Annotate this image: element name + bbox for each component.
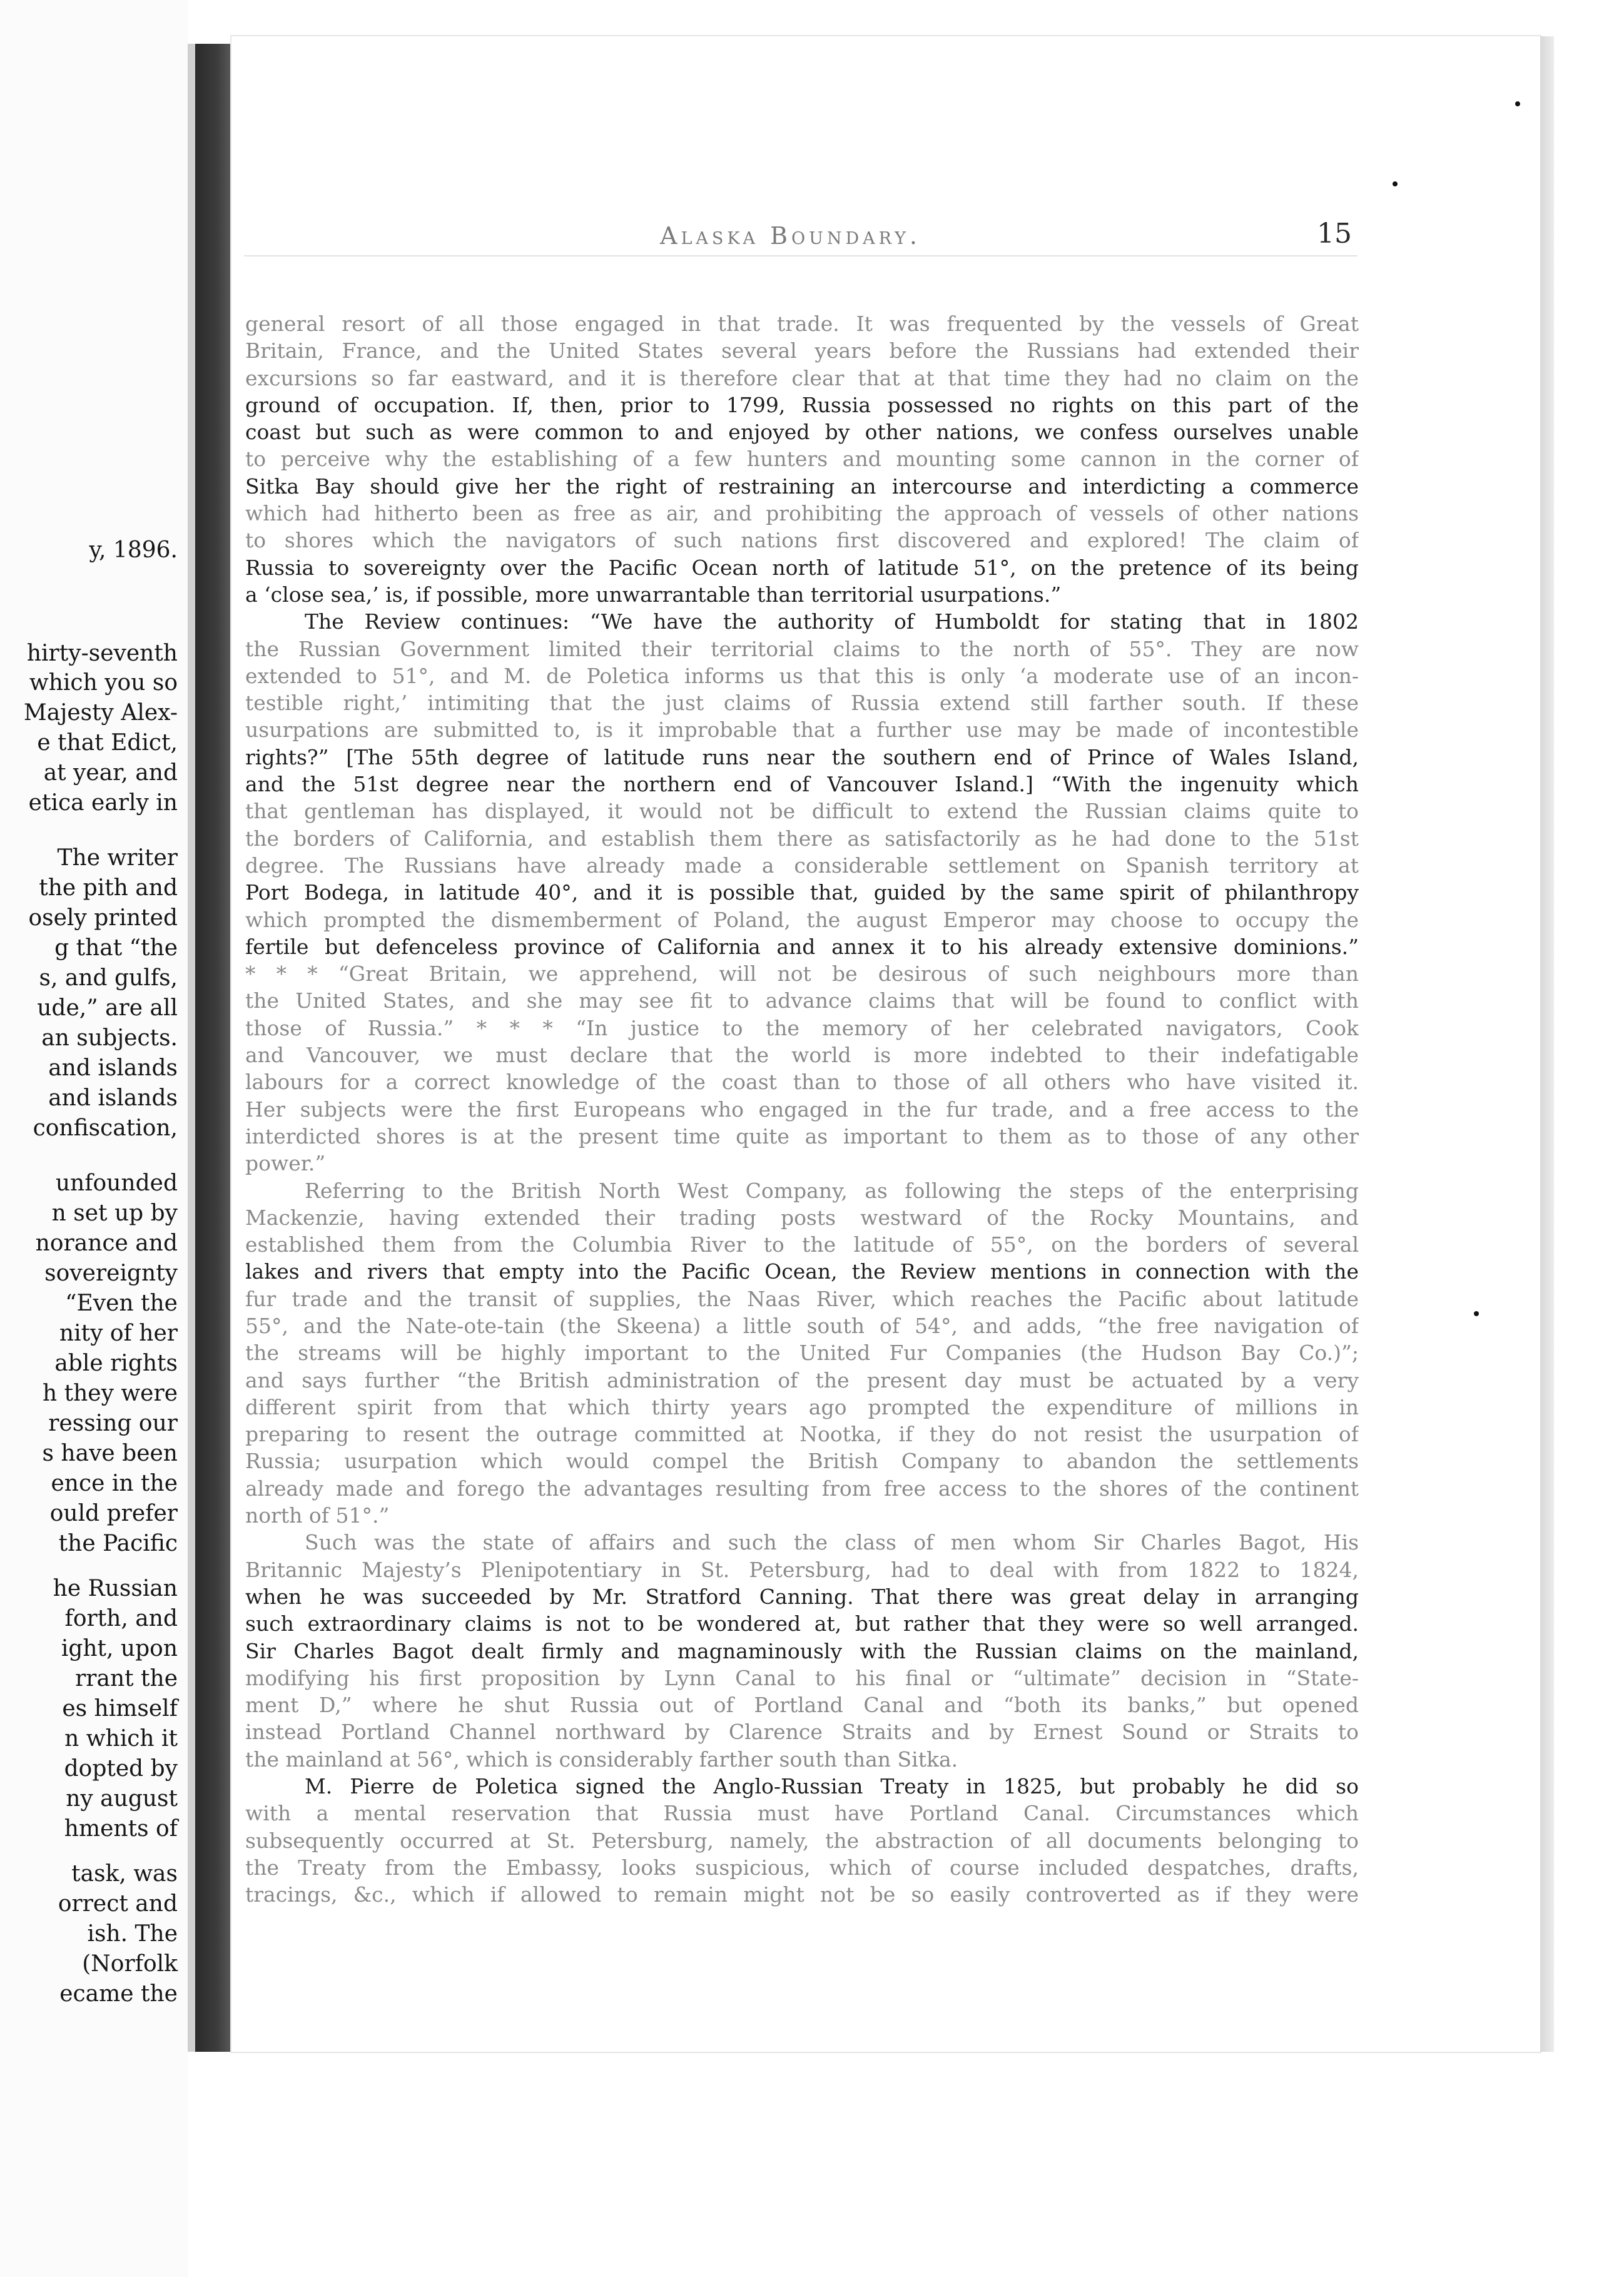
left-page-line: confiscation, (33, 1115, 178, 1141)
left-page-line: norance and (35, 1230, 178, 1256)
left-page-line: “Even the (65, 1291, 178, 1316)
body-line: north of 51°.” (245, 1503, 390, 1528)
body-line: and the 51st degree near the northern end of Vancouver Island.] “With the ingenuity which (245, 772, 1359, 797)
left-page-line: osely printed (28, 905, 178, 931)
left-page-line: n which it (64, 1726, 178, 1752)
left-page-line: y, 1896. (89, 537, 178, 563)
body-line: fertile but defenceless province of California and annex it to his already extensive dominions.” (245, 934, 1359, 959)
body-line: the Russian Government limited their territorial claims to the north of 55°. They are now (245, 636, 1359, 661)
left-page-line: the Pacific (58, 1531, 178, 1556)
left-page-line: s, and gulfs, (39, 965, 178, 991)
body-line: rights?” [The 55th degree of latitude runs near the southern end of Prince of Wales Island, (245, 744, 1359, 769)
body-line: already made and forego the advantages resulting from free access to the shores of the continent (245, 1476, 1359, 1501)
body-line: instead Portland Channel northward by Clarence Straits and by Ernest Sound or Straits to (245, 1720, 1359, 1745)
page-number: 15 (1317, 218, 1352, 250)
body-line: * * * “Great Britain, we apprehend, will not be desirous of such neighbours more than (245, 961, 1359, 986)
body-line: labours for a correct knowledge of the coast than to those of all others who have visited it. (245, 1070, 1359, 1095)
left-page-line: an subjects. (41, 1025, 178, 1051)
left-page-line: ressing our (48, 1411, 178, 1436)
left-page-line: ight, upon (61, 1636, 178, 1661)
body-line: preparing to resent the outrage committed at Nootka, if they do not resist the usurpation of (245, 1422, 1359, 1447)
book-spine-shadow (195, 44, 231, 2052)
body-line: the Treaty from the Embassy, looks suspicious, which of course included despatches, drafts, (245, 1855, 1359, 1880)
scan-speck (1393, 181, 1398, 186)
body-line: and Vancouver, we must declare that the world is more indebted to their indefatigable (245, 1043, 1359, 1068)
left-page-line: ould prefer (49, 1501, 178, 1526)
body-line: general resort of all those engaged in that trade. It was frequented by the vessels of Great (245, 312, 1359, 336)
body-line: The Review continues: “We have the authority of Humboldt for stating that in 1802 (305, 609, 1359, 634)
body-line: to perceive why the establishing of a few hunters and mounting some cannon in the corner of (245, 447, 1359, 472)
body-line: Sitka Bay should give her the right of restraining an intercourse and interdicting a commerce (245, 474, 1359, 499)
body-line: when he was succeeded by Mr. Stratford Canning. That there was great delay in arranging (245, 1584, 1359, 1609)
body-line: Referring to the British North West Company, as following the steps of the enterprising (305, 1178, 1359, 1203)
left-page-line: h they were (43, 1381, 178, 1406)
body-line: power.” (245, 1151, 326, 1176)
body-line: the streams will be highly important to the United Fur Companies (the Hudson Bay Co.)”; (245, 1341, 1359, 1366)
left-page-line: and islands (48, 1055, 178, 1081)
body-line: such extraordinary claims is not to be wondered at, but rather that they were so well arranged. (245, 1611, 1359, 1636)
page-edge-shadow (1540, 36, 1554, 2052)
left-page-line: at year, and (43, 760, 178, 786)
left-page-line: and islands (48, 1085, 178, 1111)
left-page-line: dopted by (64, 1756, 178, 1782)
body-line: which prompted the dismemberment of Poland, the august Emperor may choose to occupy the (245, 907, 1359, 932)
left-page-line: orrect and (58, 1891, 178, 1917)
left-page-line: s have been (42, 1441, 178, 1466)
gutter-edge (188, 44, 195, 2052)
body-line: different spirit from that which thirty years ago prompted the expenditure of millions in (245, 1394, 1359, 1419)
left-page-line: rrant the (75, 1666, 178, 1691)
header-rule (244, 255, 1358, 256)
body-line: Port Bodega, in latitude 40°, and it is possible that, guided by the same spirit of philanthropy (245, 880, 1359, 905)
left-page-line: (Norfolk (82, 1951, 178, 1977)
body-line: those of Russia.” * * * “In justice to the memory of her celebrated navigators, Cook (245, 1015, 1359, 1040)
left-page-line: ude,” are all (37, 995, 178, 1021)
body-line: established them from the Columbia River to the latitude of 55°, on the borders of several (245, 1232, 1359, 1257)
left-page-line: sovereignty (44, 1260, 178, 1286)
body-line: extended to 51°, and M. de Poletica informs us that this is only ‘a moderate use of an incon- (245, 663, 1359, 688)
body-line: the United States, and she may see fit to advance claims that will be found to conflict with (245, 988, 1359, 1013)
body-line: Russia to sovereignty over the Pacific Ocean north of latitude 51°, on the pretence of its being (245, 555, 1359, 580)
left-page-line: able rights (54, 1351, 178, 1376)
body-line: Her subjects were the first Europeans who engaged in the fur trade, and a free access to the (245, 1097, 1359, 1122)
body-line: Russia; usurpation which would compel the British Company to abandon the settlements (245, 1449, 1359, 1474)
body-line: M. Pierre de Poletica signed the Anglo-Russian Treaty in 1825, but probably he did so (305, 1774, 1359, 1799)
body-line: usurpations are submitted to, is it improbable that a further use may be made of incontestible (245, 718, 1359, 743)
left-page-line: the pith and (39, 875, 178, 901)
body-line: 55°, and the Nate-ote-tain (the Skeena) a little south of 54°, and adds, “the free navigation of (245, 1313, 1359, 1338)
body-line: subsequently occurred at St. Petersburg, namely, the abstraction of all documents belonging to (245, 1828, 1359, 1853)
body-line: ment D,” where he shut Russia out of Portland Canal and “both its banks,” but opened (245, 1693, 1359, 1718)
body-line: Britannic Majesty’s Plenipotentiary in St. Petersburg, had to deal with from 1822 to 1824, (245, 1557, 1359, 1582)
left-page-line: g that “the (54, 935, 178, 961)
body-line: Sir Charles Bagot dealt firmly and magnaminously with the Russian claims on the mainland, (245, 1638, 1359, 1663)
body-line: degree. The Russians have already made a considerable settlement on Spanish territory at (245, 853, 1359, 878)
body-line: testible right,’ intimiting that the just claims of Russia extend still farther south. If these (245, 691, 1359, 716)
body-line: a ‘close sea,’ is, if possible, more unwarrantable than territorial usurpations.” (245, 582, 1062, 607)
running-head: Alaska Boundary. (660, 222, 921, 250)
body-line: the mainland at 56°, which is considerably farther south than Sitka. (245, 1747, 958, 1772)
left-page-line: n set up by (51, 1200, 178, 1226)
left-page-line: Majesty Alex- (23, 700, 178, 726)
body-line: modifying his first proposition by Lynn Canal to his final or “ultimate” decision in “State- (245, 1665, 1359, 1690)
left-page-line: hments of (64, 1816, 178, 1842)
left-page-line: nity of her (59, 1321, 178, 1346)
body-line: with a mental reservation that Russia must have Portland Canal. Circumstances which (245, 1801, 1359, 1826)
left-page-line: unfounded (55, 1170, 178, 1196)
body-line: Such was the state of affairs and such the class of men whom Sir Charles Bagot, His (305, 1530, 1359, 1555)
body-line: Mackenzie, having extended their trading posts westward of the Rocky Mountains, and (245, 1205, 1359, 1230)
left-page-line: ecame the (59, 1981, 178, 2007)
scan-speck (1515, 101, 1520, 106)
left-page-fragment (0, 0, 188, 2277)
left-page-line: The writer (57, 845, 178, 871)
body-line: Britain, France, and the United States several years before the Russians had extended their (245, 338, 1359, 363)
body-line: tracings, &c., which if allowed to remain might not be so easily controverted as if they were (245, 1882, 1359, 1907)
left-page-line: ish. The (87, 1921, 178, 1947)
body-line: the borders of California, and establish them there as satisfactorily as he had done to the 51st (245, 826, 1359, 851)
body-line: that gentleman has displayed, it would not be difficult to extend the Russian claims quite to (245, 799, 1359, 824)
body-line: to shores which the navigators of such nations first discovered and explored! The claim of (245, 528, 1359, 553)
body-line: which had hitherto been as free as air, and prohibiting the approach of vessels of other nations (245, 501, 1359, 526)
left-page-line: task, was (71, 1861, 178, 1887)
left-page-line: es himself (62, 1696, 178, 1722)
scan-speck (1474, 1311, 1479, 1316)
body-line: lakes and rivers that empty into the Pacific Ocean, the Review mentions in connection with the (245, 1259, 1359, 1284)
left-page-line: which you so (29, 670, 178, 696)
body-text (245, 310, 1359, 1909)
body-line: fur trade and the transit of supplies, the Naas River, which reaches the Pacific about latitude (245, 1286, 1359, 1311)
left-page-line: forth, and (64, 1606, 178, 1631)
body-line: and says further “the British administration of the present day must be actuated by a very (245, 1367, 1359, 1392)
left-page-line: etica early in (28, 790, 178, 816)
body-line: excursions so far eastward, and it is therefore clear that at that time they had no claim on the (245, 365, 1359, 390)
left-page-line: e that Edict, (37, 730, 178, 756)
body-line: ground of occupation. If, then, prior to 1799, Russia possessed no rights on this part of the (245, 392, 1359, 417)
body-line: coast but such as were common to and enjoyed by other nations, we confess ourselves unable (245, 420, 1359, 445)
left-page-line: ence in the (51, 1471, 178, 1496)
body-line: interdicted shores is at the present time quite as important to them as to those of any other (245, 1123, 1359, 1149)
left-page-line: ny august (66, 1786, 178, 1812)
left-page-line: hirty-seventh (26, 641, 178, 666)
left-page-line: he Russian (53, 1576, 178, 1601)
